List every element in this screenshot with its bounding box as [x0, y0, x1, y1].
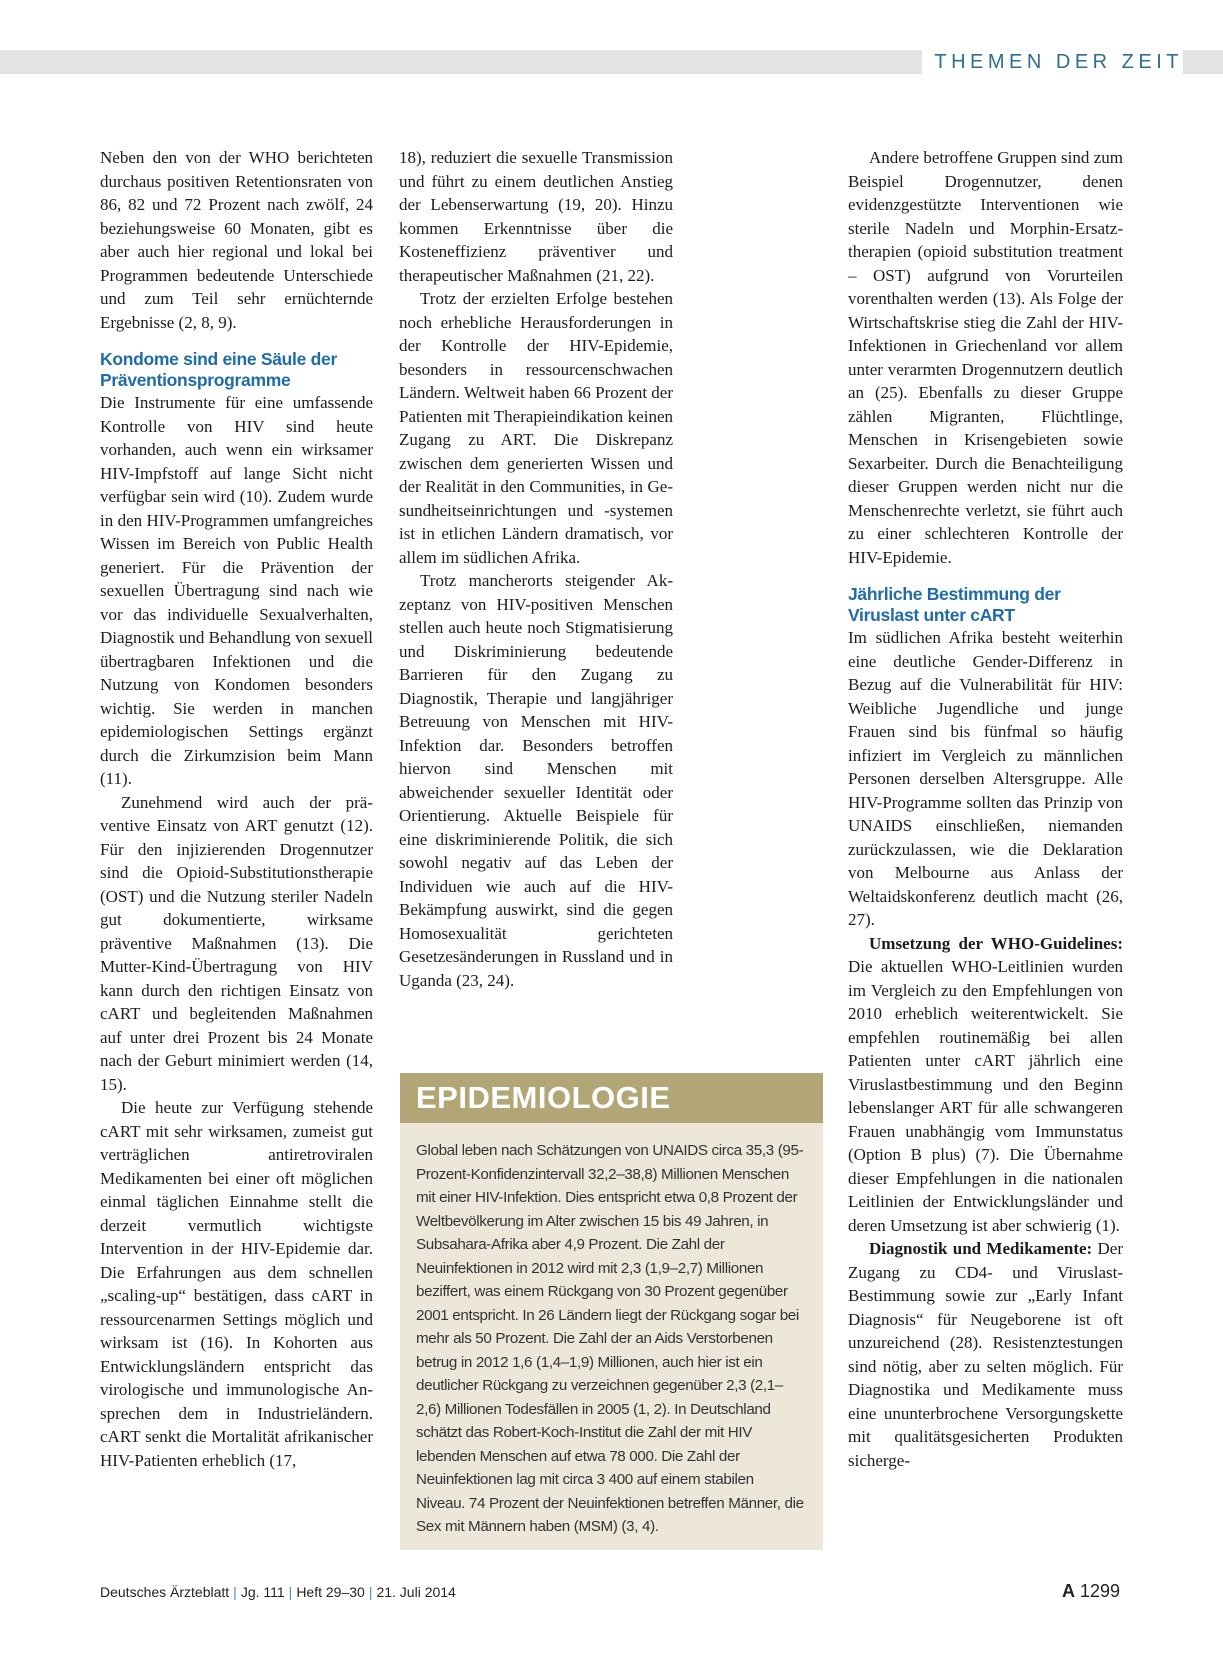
page-number [1062, 1579, 1120, 1603]
epidemiology-box [400, 1073, 823, 1550]
paragraph: Neben den von der WHO berichteten durchaus positiven Retentionsraten von 86, 82 und 72 Prozent nach zwölf, 24 beziehungsweise 60 Monaten, gibt es aber auch hier regional und lokal bei Programmen bedeutende Unterschiede und zum Teil sehr ernüchternde Ergebnisse (2, 8, 9). [100, 148, 373, 332]
paragraph: Trotz der erzielten Erfolge bestehen noch erhebliche Herausforderungen in der Kontrolle der HIV-Epidemie, besonders in ressourcenschwachen Ländern. Weltweit haben 66 Prozent der Patienten mit Therapieindikation keinen Zugang zu ART. Die Diskrepanz zwischen dem generierten Wissen und der Realität in den Communities, in Gesundheitseinrichtungen und -systemen ist in etlichen Ländern dramatisch, vor allem im südlichen Afrika. [399, 289, 674, 567]
separator: | [368, 1584, 373, 1600]
paragraph: Die heute zur Verfügung stehende cART mit sehr wirksamen, zumeist gut verträglichen antiretroviralen Medikamenten bei einer oft möglichen einmal täglichen Einnahme stellt die derzeit vermutlich wichtigste Intervention in der HIV-Epidemie dar. Die Erfahrungen aus dem schnellen „scaling-up“ bestätigen, dass cART in ressourcenarmen Settings möglich und wirksam ist (16). In Kohorten aus Entwicklungsländern entspricht das virologische und immunologische Ansprechen dem in Industrieländern. cART senkt die Mortalität afrikanischer HIV-Patienten erheblich (17, [100, 1098, 373, 1470]
column-3 [848, 146, 1123, 1472]
paragraph-lead: Diagnostik und Medikamente: [869, 1239, 1093, 1258]
column-1 [100, 146, 373, 1472]
journal-issue: Heft 29–30 [296, 1584, 365, 1600]
paragraph [848, 932, 1123, 1238]
box-title: EPIDEMIOLOGIE [400, 1073, 823, 1123]
paragraph-lead: Umsetzung der WHO-Guidelines: [869, 933, 1123, 953]
paragraph: Trotz mancherorts steigender Akzeptanz von HIV-positiven Menschen stellen auch heute noch Stigmatisierung und Diskriminierung bedeutende Barrieren für den Zugang zu Diagnostik, Therapie und langjähriger Betreuung von Menschen mit HIV-Infektion dar. Besonders betroffen hiervon sind Menschen mit abweichender sexueller Identität oder Orientierung. Aktuelle Beispiele für eine diskriminierende Politik, die sich sowohl negativ auf das Leben der Individuen wie auch auf die HIV-Bekämpfung auswirkt, sind die gegen Homosexualität gerichteten Gesetzesänderungen in Russland und in Uganda (23, 24). [399, 571, 673, 990]
journal-name: Deutsches Ärzteblatt [100, 1584, 230, 1600]
paragraph: Im südlichen Afrika besteht weiterhin eine deutliche Gender-Differenz in Bezug auf die Vulnerabilität für HIV: Weibliche Jugendliche und junge Frauen sind bis fünfmal so häufig infiziert im Vergleich zu männlichen Personen derselben Altersgruppe. Alle HIV-Programme sollten das Prinzip von UNAIDS einschließen, niemanden zurückzulassen, wie die Deklaration von Melbourne aus Anlass der Weltaidskonferenz deutlich macht (26, 27). [848, 628, 1123, 929]
separator: | [288, 1584, 293, 1600]
paragraph: Die Instrumente für eine umfassende Kontrolle von HIV sind heute vorhanden, auch wenn ein wirksamer HIV-Impfstoff auf lange Sicht nicht verfügbar sein wird (10). Zudem wurde in den HIV-Programmen umfangreiches Wissen im Bereich von Public Health generiert. Für die Prävention der sexuellen Übertragung sind nach wie vor das individuelle Sexualverhalten, Diagnostik und Behandlung von sexuell übertragbaren Infektionen und die Nutzung von Kondomen besonders wichtig. Sie werden in manchen epidemiologischen Settings ergänzt durch die Zirkumzision beim Mann (11). [100, 393, 373, 788]
box-text: Global leben nach Schätzungen von UNAIDS circa 35,3 (95-Prozent-Konfidenzintervall 32,2–38,8) Millionen Menschen mit einer HIV-Infektion. Dies entspricht etwa 0,8 Prozent der Weltbevölkerung im Alter zwischen 15 bis 49 Jahren, in Subsahara-Afrika aber 4,9 Prozent. Die Zahl der Neuinfektionen in 2012 wird mit 2,3 (1,9–2,7) Millionen beziffert, was einem Rückgang von 30 Prozent gegenüber 2001 entspricht. In 26 Ländern liegt der Rückgang sogar bei mehr als 50 Prozent. Die Zahl der an Aids Verstorbenen betrug in 2012 1,6 (1,4–1,9) Millionen, auch hier ist ein deutlicher Rückgang zu verzeichnen gegenüber 2,3 (2,1–2,6) Millionen Todesfällen in 2005 (1, 2). In Deutschland schätzt das Robert-Koch-Institut die Zahl der mit HIV lebenden Menschen auf etwa 78 000. Die Zahl der Neuinfektionen lag mit circa 3 400 auf einem stabilen Niveau. 74 Prozent der Neuinfektionen betreffen Männer, die Sex mit Männern haben (MSM) (3, 4). [416, 1142, 804, 1535]
subheading: Kondome sind eine Säule der Präventionsprogramme [100, 349, 337, 390]
paragraph-text: Der Zugang zu CD4- und Viruslast-Bestimmung sowie zur „Early Infant Diagnosis“ für Neugeborene ist oft unzureichend (28). Resistenztestungen sind nötig, aber zu selten möglich. Für Diagnostika und Medikamente muss eine ununterbrochene Versorgungskette mit qualitätsgesicherten Produkten sicherge- [848, 1239, 1123, 1470]
paragraph [848, 1237, 1123, 1472]
paragraph: 18), reduziert die sexuelle Transmission und führt zu einem deutlichen Anstieg der Lebenserwartung (19, 20). Hinzu kommen Erkenntnisse über die Kosteneffizienz präventiver und therapeutischer Maßnahmen (21, 22). [399, 148, 673, 285]
journal-volume: Jg. 111 [240, 1584, 285, 1600]
separator: | [233, 1584, 237, 1600]
journal-date: 21. Juli 2014 [376, 1584, 456, 1600]
page-number-value: 1299 [1079, 1581, 1120, 1601]
column-2 [399, 146, 673, 992]
paragraph: Andere betroffene Gruppen sind zum Beispiel Drogennutzer, denen evidenzgestützte Interventionen wie sterile Nadeln und Morphin-Ersatztherapien (opioid substitution treatment – OST) aufgrund von Vorurteilen vorenthalten werden (13). Als Folge der Wirtschaftskrise stieg die Zahl der HIV-Infektionen in Griechenland vor allem unter verarmten Drogennutzern deutlich an (25). Ebenfalls zu dieser Gruppe zählen Migranten, Flüchtlinge, Menschen in Krisengebieten sowie Sexarbeiter. Durch die Benachteiligung dieser Gruppen werden nicht nur die Menschenrechte verletzt, sie führt auch zu einer schlechteren Kontrolle der HIV-Epidemie. [848, 148, 1123, 567]
section-label: THEMEN DER ZEIT [922, 50, 1183, 74]
paragraph: Zunehmend wird auch der präventive Einsatz von ART genutzt (12). Für den injizierenden Drogennutzer sind die Opioid-Substitutionstherapie (OST) und die Nutzung steriler Nadeln gut dokumentierte, wirksame präventive Maßnahmen (13). Die Mutter-Kind-Übertragung von HIV kann durch den richtigen Einsatz von cART und begleitenden Maßnahmen auf unter drei Prozent bis 24 Monate nach der Geburt minimiert werden (14, 15). [100, 792, 373, 1094]
subheading: Jährliche Bestimmung der Viruslast unter cART [848, 584, 1061, 625]
paragraph-text: Die aktuellen WHO-Leitlinien wurden im Vergleich zu den Empfehlungen von 2010 erheblich weiterentwickelt. Sie empfehlen routinemäßig bei allen Patienten unter cART jährlich eine Viruslastbestimmung und den Beginn lebenslanger ART für alle schwangeren Frauen unabhängig vom Immunstatus (Option B plus) (7). Die Übernahme dieser Empfehlungen in die nationalen Leitlinien der Entwicklungsländer und deren Umsetzung ist aber schwierig (1). [848, 957, 1123, 1235]
footer-citation [100, 1581, 456, 1603]
page-prefix: A [1061, 1581, 1075, 1601]
